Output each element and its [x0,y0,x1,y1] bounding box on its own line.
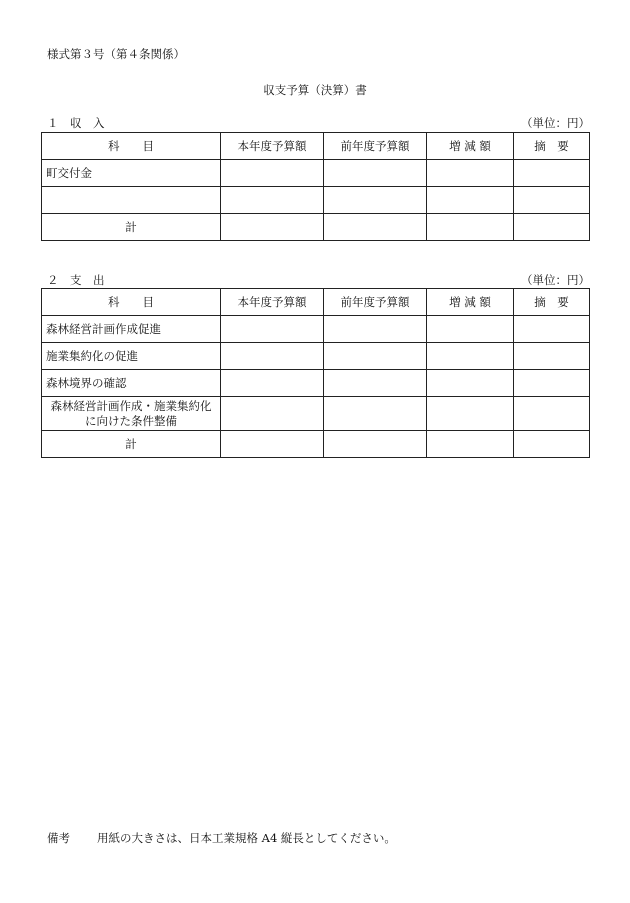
amount-cell [221,214,324,241]
expense-heading: ２ 支 出 [47,273,105,287]
income-header-row [42,133,590,160]
amount-cell [221,343,324,370]
income-subject-cell: 町交付金 [42,160,221,187]
table-row [42,160,590,187]
amount-cell [221,316,324,343]
amount-cell [324,343,427,370]
remarks-cell [514,343,590,370]
remarks-cell [514,160,590,187]
amount-cell [427,343,514,370]
amount-cell [324,160,427,187]
amount-cell [221,187,324,214]
income-unit: （単位：円） [521,116,590,130]
table-row [42,343,590,370]
header-current-budget: 本年度予算額 [221,133,324,160]
remarks-cell [514,214,590,241]
note-label: 備考 [47,831,70,845]
amount-cell [221,397,324,431]
income-heading: １ 収 入 [47,116,105,130]
income-table [41,132,590,241]
income-total-label: 計 [42,214,221,241]
amount-cell [427,316,514,343]
remarks-cell [514,316,590,343]
header-remarks: 摘 要 [514,289,590,316]
expense-total-label: 計 [42,431,221,458]
header-previous-budget: 前年度予算額 [324,133,427,160]
amount-cell [324,397,427,431]
amount-cell [324,214,427,241]
amount-cell [427,160,514,187]
total-row [42,431,590,458]
remarks-cell [514,370,590,397]
header-current-budget: 本年度予算額 [221,289,324,316]
amount-cell [427,214,514,241]
table-row [42,187,590,214]
header-subject: 科 目 [42,133,221,160]
amount-cell [324,431,427,458]
amount-cell [427,187,514,214]
expense-header-row [42,289,590,316]
remarks-cell [514,431,590,458]
expense-subject-cell: 森林経営計画作成・施業集約化に向けた条件整備 [42,397,221,431]
note-text: 用紙の大きさは、日本工業規格 A4 縦長としてください。 [97,831,396,845]
header-previous-budget: 前年度予算額 [324,289,427,316]
amount-cell [221,431,324,458]
total-row [42,214,590,241]
header-remarks: 摘 要 [514,133,590,160]
amount-cell [427,431,514,458]
amount-cell [221,370,324,397]
expense-subject-cell: 森林境界の確認 [42,370,221,397]
amount-cell [427,397,514,431]
expense-table [41,288,590,458]
expense-unit: （単位：円） [521,273,590,287]
amount-cell [324,370,427,397]
header-subject: 科 目 [42,289,221,316]
remarks-cell [514,397,590,431]
income-subject-cell [42,187,221,214]
amount-cell [324,187,427,214]
table-row [42,397,590,431]
remarks-cell [514,187,590,214]
amount-cell [324,316,427,343]
form-label: 様式第３号（第４条関係） [47,47,185,61]
amount-cell [221,160,324,187]
table-row [42,316,590,343]
expense-subject-cell: 森林経営計画作成促進 [42,316,221,343]
amount-cell [427,370,514,397]
header-change: 増 減 額 [427,133,514,160]
document-title: 収支予算（決算）書 [263,83,367,97]
expense-subject-cell: 施業集約化の促進 [42,343,221,370]
header-change: 増 減 額 [427,289,514,316]
table-row [42,370,590,397]
